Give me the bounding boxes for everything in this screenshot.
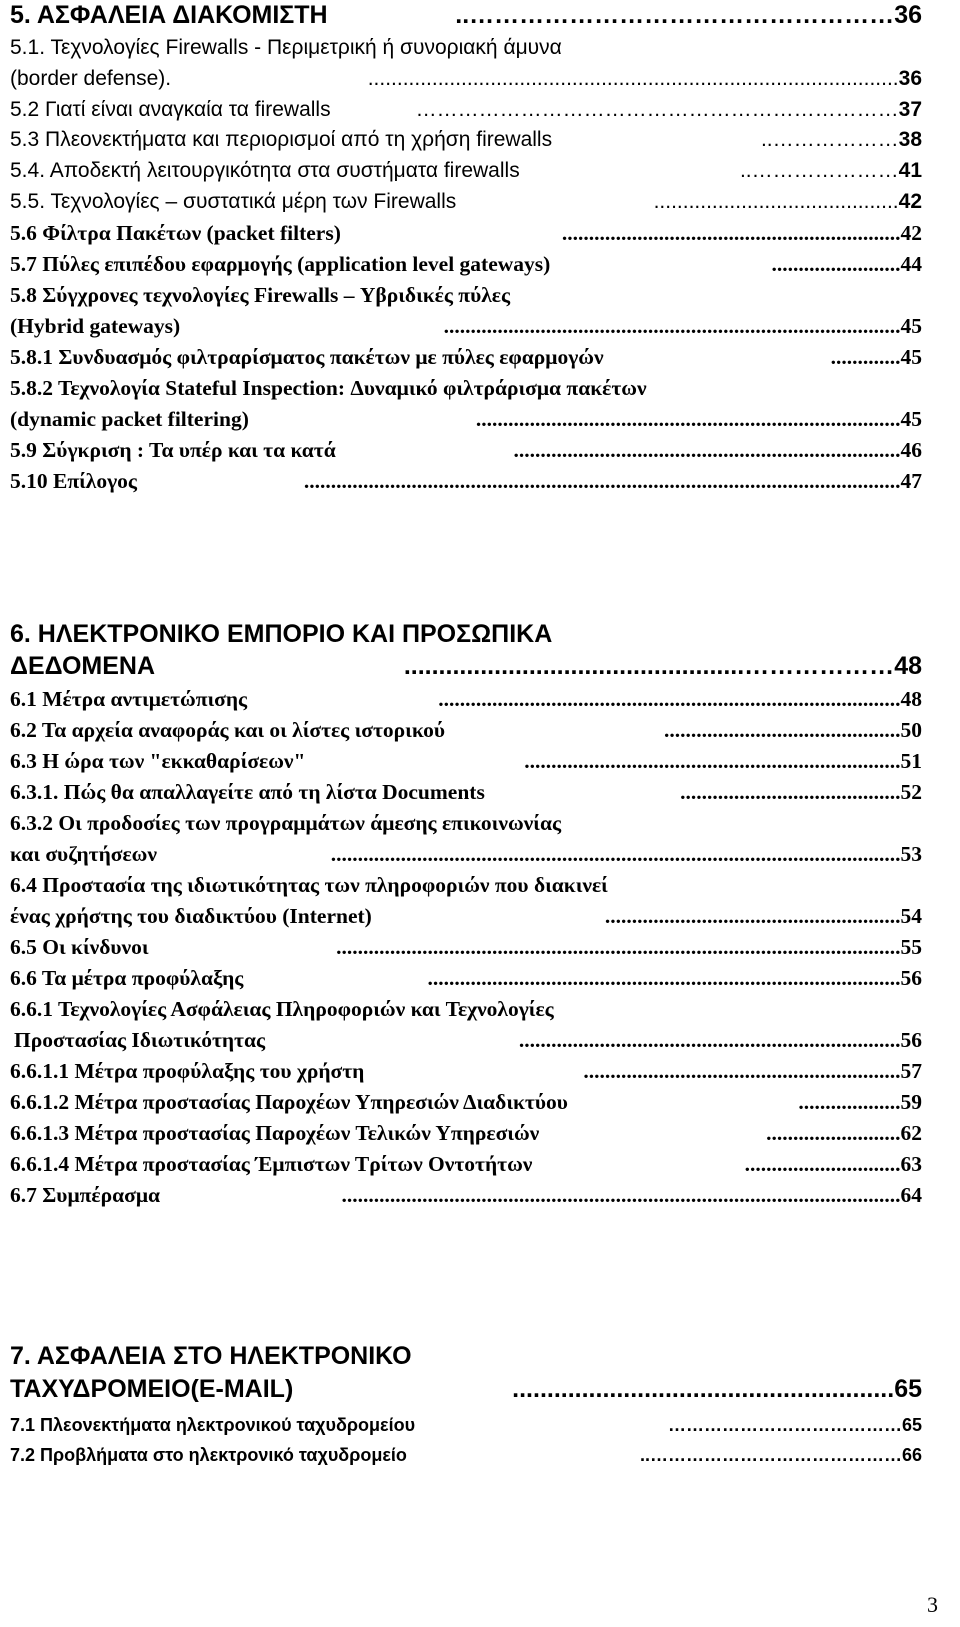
toc-entry-leader: ……………………………………………..: [455, 1, 895, 29]
toc-entry-leader: …………………..: [739, 159, 899, 182]
toc-entry-title: (dynamic packet filtering): [10, 407, 249, 431]
toc-entry: [0, 963, 960, 993]
toc-entry-leader: .............................: [744, 1152, 901, 1176]
toc-entry-page: 46: [900, 438, 922, 462]
toc-entry: [0, 684, 960, 714]
toc-entry-page: 45: [900, 407, 922, 431]
toc-entry-leader: …………………………………: [667, 1415, 902, 1435]
toc-entry: [0, 1118, 960, 1148]
toc-entry-title: 5. ΑΣΦΑΛΕΙΑ ΔΙΑΚΟΜΙΣΤΗ: [10, 1, 328, 29]
toc-entry-title: Προστασίας Ιδιωτικότητας: [14, 1028, 266, 1052]
toc-entry-page: 65: [894, 1375, 922, 1403]
toc-entry-page: 63: [900, 1152, 922, 1176]
toc-entry-leader: ............................................: [664, 718, 901, 742]
toc-entry-title: 7.1 Πλεονεκτήματα ηλεκτρονικού ταχυδρομείου: [10, 1415, 416, 1435]
toc-entry-page: 48: [900, 687, 922, 711]
toc-entry: [0, 404, 960, 434]
toc-entry: [0, 466, 960, 496]
toc-entry-leader: ........................................................................................................: [341, 1183, 901, 1207]
toc-entry-leader: .............: [830, 345, 901, 369]
toc-entry-title: 6.3 Η ώρα των "εκκαθαρίσεων": [10, 749, 306, 773]
toc-entry-page: 42: [900, 221, 922, 245]
toc-entry-title: 5.3 Πλεονεκτήματα και περιορισμοί από τη χρήση firewalls: [10, 128, 553, 151]
toc-entry-title: ΔΕΔΟΜΕΝΑ: [10, 652, 155, 680]
toc-entry: [0, 0, 960, 30]
toc-entry-title: 5.7 Πύλες επιπέδου εφαρμογής (application level gateways): [10, 252, 551, 276]
toc-entry-title: 6.6.1.3 Μέτρα προστασίας Παροχέων Τελικών Υπηρεσιών: [10, 1121, 540, 1145]
toc-entry-title: 5.6 Φίλτρα Πακέτων (packet filters): [10, 221, 341, 245]
toc-entry: [0, 156, 960, 186]
toc-entry-leader: ………………..: [760, 128, 899, 151]
toc-entry-title: 6. ΗΛΕΚΤΡΟΝΙΚΟ ΕΜΠΟΡΙΟ ΚΑΙ ΠΡΟΣΩΠΙΚΑ: [10, 620, 553, 648]
toc-entry: [0, 651, 960, 681]
toc-entry-title: 6.6 Τα μέτρα προφύλαξης: [10, 966, 244, 990]
toc-entry: [0, 280, 960, 310]
toc-entry: [0, 435, 960, 465]
toc-entry-leader: ......................................................................: [524, 749, 901, 773]
toc-entry: [0, 1025, 960, 1055]
toc-entry-title: και συζητήσεων: [10, 842, 158, 866]
toc-entry-leader: ........................................................................................: [427, 966, 901, 990]
toc-entry-leader: ...............................................................: [561, 221, 901, 245]
toc-entry-title: 6.7 Συμπέρασμα: [10, 1183, 161, 1207]
toc-entry-title: 6.1 Μέτρα αντιμετώπισης: [10, 687, 248, 711]
toc-entry-leader: ......................................................................................: [438, 687, 901, 711]
toc-entry-page: 53: [900, 842, 922, 866]
toc-entry: [0, 1149, 960, 1179]
toc-entry-title: 5.9 Σύγκριση : Τα υπέρ και τα κατά: [10, 438, 336, 462]
toc-entry-page: 44: [900, 252, 922, 276]
toc-entry: [0, 839, 960, 869]
toc-entry-page: 51: [900, 749, 922, 773]
toc-entry: [0, 64, 960, 94]
toc-entry-page: 38: [898, 128, 922, 151]
toc-entry-title: ένας χρήστης του διαδικτύου (Internet): [10, 904, 372, 928]
toc-entry-title: 5.1. Τεχνολογίες Firewalls - Περιμετρική ή συνοριακή άμυνα: [10, 36, 562, 59]
toc-entry-leader: ...........................................................: [583, 1059, 901, 1083]
toc-entry-leader: ……………….................................................: [403, 652, 895, 680]
toc-entry-page: 50: [900, 718, 922, 742]
toc-entry-title: 5.8.2 Τεχνολογία Stateful Inspection: Δυναμικό φιλτράρισμα πακέτων: [10, 376, 647, 400]
toc-entry: [0, 932, 960, 962]
toc-entry-page: 55: [900, 935, 922, 959]
toc-entry-leader: .........................................: [680, 780, 901, 804]
toc-entry-leader: .........................: [766, 1121, 901, 1145]
toc-entry-page: 66: [901, 1445, 922, 1465]
toc-entry: [0, 342, 960, 372]
toc-entry-leader: ...............................................................................................................: [303, 469, 901, 493]
toc-entry: [0, 1180, 960, 1210]
toc-entry-leader: ........................................................................: [513, 438, 901, 462]
toc-entry-leader: .......................................................: [604, 904, 901, 928]
toc-entry: [0, 311, 960, 341]
toc-entry-leader: .....................................................................................: [443, 314, 901, 338]
toc-entry: [0, 715, 960, 745]
toc-entry-page: 36: [898, 67, 922, 90]
toc-entry-title: ΤΑΧΥΔΡΟΜΕΙΟ(E-MAIL): [10, 1375, 294, 1403]
toc-entry-page: 42: [898, 190, 922, 213]
toc-entry: [0, 125, 960, 155]
toc-entry-title: 6.6.1 Τεχνολογίες Ασφάλειας Πληροφοριών και Τεχνολογίες: [10, 997, 554, 1021]
toc-entry: [0, 777, 960, 807]
toc-entry-leader: ...................: [798, 1090, 901, 1114]
toc-entry-page: 62: [900, 1121, 922, 1145]
toc-entry: [0, 1087, 960, 1117]
toc-entry-title: 6.4 Προστασία της ιδιωτικότητας των πληροφοριών που διακινεί: [10, 873, 608, 897]
toc-entry: [0, 808, 960, 838]
toc-entry-page: 47: [900, 469, 922, 493]
toc-entry-page: 45: [900, 345, 922, 369]
toc-entry-page: 56: [900, 966, 922, 990]
toc-entry-page: 65: [901, 1415, 922, 1435]
toc-entry-page: 41: [898, 159, 922, 182]
toc-entry: [0, 1410, 960, 1440]
page-number: 3: [927, 1592, 938, 1617]
toc-entry-leader: ……………………………………………………………: [415, 98, 899, 121]
toc-entry-leader: ……………………………………..: [639, 1445, 902, 1465]
toc-entry-leader: ...............................................................................: [475, 407, 901, 431]
toc-entry: [0, 95, 960, 125]
toc-entry-title: 6.2 Τα αρχεία αναφοράς και οι λίστες ιστορικού: [10, 718, 446, 742]
toc-entry: [0, 994, 960, 1024]
toc-entry: [0, 619, 960, 649]
toc-entry-title: 5.5. Τεχνολογίες – συστατικά μέρη των Firewalls: [10, 190, 457, 213]
toc-entry: [0, 218, 960, 248]
toc-entry: [0, 1440, 960, 1470]
toc-entry-leader: .........................................................................................................: [336, 935, 901, 959]
toc-entry-title: 5.4. Αποδεκτή λειτουργικότητα στα συστήματα firewalls: [10, 159, 520, 182]
toc-entry-leader: .......................................................................: [518, 1028, 901, 1052]
toc-entry: [0, 746, 960, 776]
toc-entry-title: (Hybrid gateways): [10, 314, 181, 338]
toc-entry-title: 6.5 Οι κίνδυνοι: [10, 935, 149, 959]
toc-entry-leader: ..........................................................................................................: [330, 842, 901, 866]
toc-entry-title: 6.6.1.4 Μέτρα προστασίας Έμπιστων Τρίτων Οντοτήτων: [10, 1152, 533, 1176]
toc-entry: [0, 33, 960, 63]
toc-entry-leader: ...........................................................................................: [367, 67, 899, 90]
toc-entry-page: 56: [900, 1028, 922, 1052]
toc-entry-leader: ........................: [771, 252, 901, 276]
toc-entry: [0, 249, 960, 279]
toc-entry-title: 6.6.1.1 Μέτρα προφύλαξης του χρήστη: [10, 1059, 365, 1083]
toc-entry-title: (border defense).: [10, 67, 172, 90]
toc-entry: [0, 187, 960, 217]
toc-entry-title: 6.6.1.2 Μέτρα προστασίας Παροχέων Υπηρεσιών Διαδικτύου: [10, 1090, 568, 1114]
toc-entry-page: 57: [900, 1059, 922, 1083]
toc-entry-title: 7.2 Προβλήματα στο ηλεκτρονικό ταχυδρομείο: [10, 1445, 407, 1465]
toc-entry-page: 52: [900, 780, 922, 804]
toc-entry-title: 6.3.1. Πώς θα απαλλαγείτε από τη λίστα Documents: [10, 780, 485, 804]
toc-entry-leader: ..........................................: [653, 190, 899, 213]
toc-entry-page: 36: [894, 1, 922, 29]
toc-entry-page: 64: [900, 1183, 922, 1207]
toc-entry-page: 59: [900, 1090, 922, 1114]
toc-entry-page: 54: [900, 904, 922, 928]
toc-entry-title: 6.3.2 Οι προδοσίες των προγραμμάτων άμεσης επικοινωνίας: [10, 811, 562, 835]
toc-entry-title: 5.8.1 Συνδυασμός φιλτραρίσματος πακέτων με πύλες εφαρμογών: [10, 345, 604, 369]
toc-entry-page: 45: [900, 314, 922, 338]
toc-entry: [0, 870, 960, 900]
toc-entry: [0, 1056, 960, 1086]
toc-entry-title: 5.10 Επίλογος: [10, 469, 137, 493]
toc-entry: [0, 373, 960, 403]
toc-entry: [0, 1341, 960, 1371]
toc-entry-page: 48: [894, 652, 922, 680]
toc-entry: [0, 1374, 960, 1404]
toc-entry: [0, 901, 960, 931]
toc-entry-title: 5.2 Γιατί είναι αναγκαία τα firewalls: [10, 98, 331, 121]
toc-entry-page: 37: [898, 98, 922, 121]
toc-entry-title: 5.8 Σύγχρονες τεχνολογίες Firewalls – Υβριδικές πύλες: [10, 283, 511, 307]
toc-entry-leader: .......................................................: [512, 1375, 895, 1403]
toc-entry-title: 7. ΑΣΦΑΛΕΙΑ ΣΤΟ ΗΛΕΚΤΡΟΝΙΚΟ: [10, 1342, 412, 1370]
